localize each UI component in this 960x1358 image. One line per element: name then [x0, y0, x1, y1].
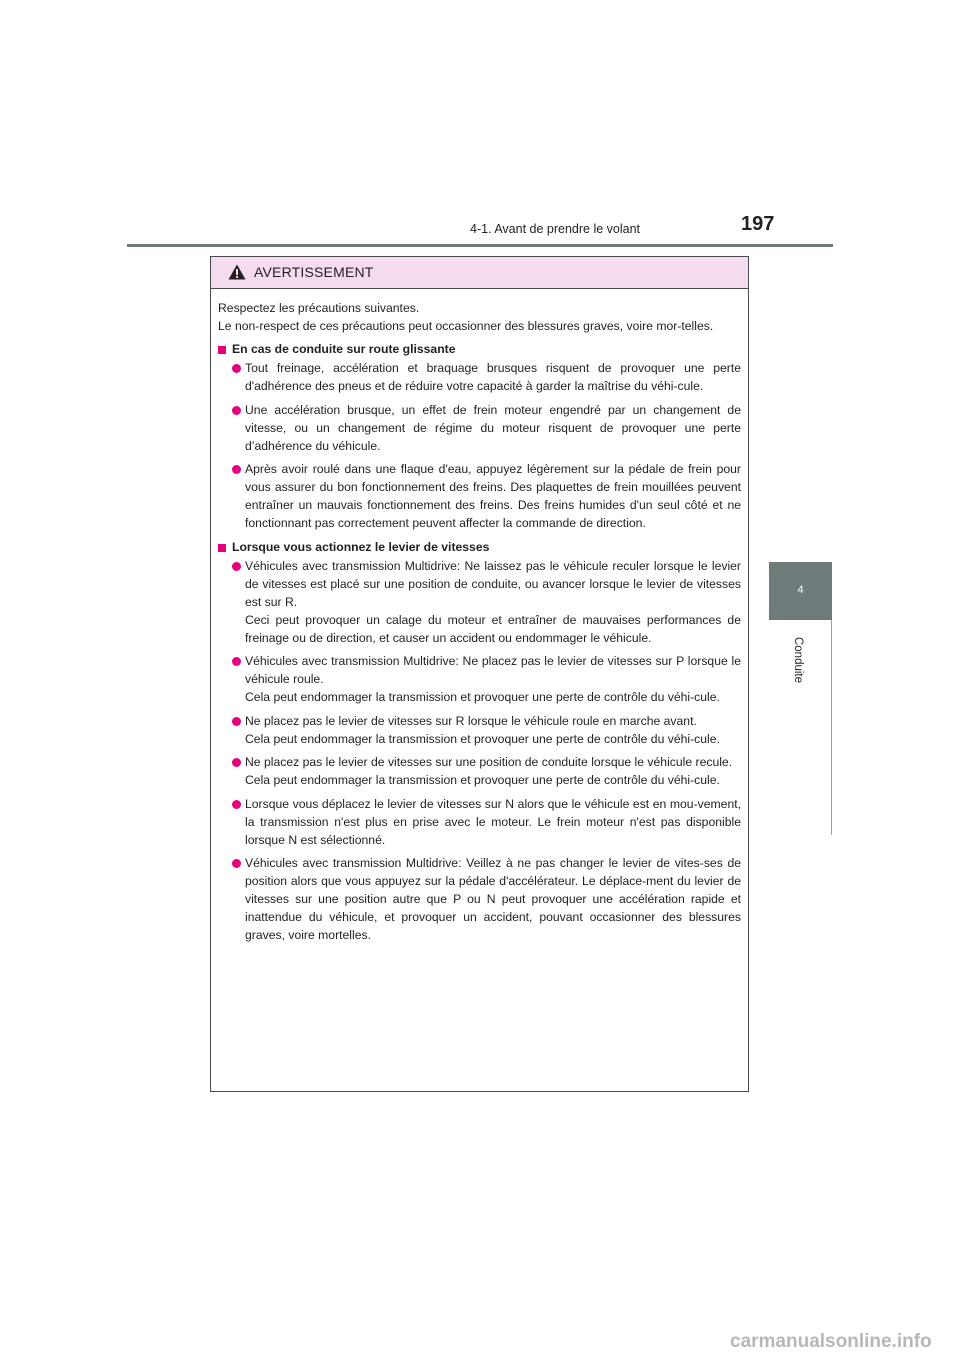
circle-bullet-icon — [232, 406, 241, 415]
section-header: 4-1. Avant de prendre le volant — [470, 222, 641, 236]
warning-bullet — [232, 653, 741, 706]
circle-bullet-icon — [232, 465, 241, 474]
chapter-label-text: Conduite — [792, 636, 804, 684]
warning-intro: Respectez les précautions suivantes. Le non-respect de ces précautions peut occasionner des blessures graves, voire mor-telles. — [218, 301, 714, 333]
warning-bullet — [232, 754, 741, 790]
square-bullet-icon — [218, 544, 226, 552]
warning-box — [210, 256, 749, 1092]
circle-bullet-icon — [232, 364, 241, 373]
circle-bullet-icon — [232, 562, 241, 571]
page-number: 197 — [741, 213, 775, 235]
chapter-label — [788, 630, 808, 690]
warning-title: AVERTISSEMENT — [254, 264, 374, 280]
circle-bullet-icon — [232, 758, 241, 767]
warning-bullet — [232, 855, 741, 944]
warning-bullet — [232, 796, 741, 849]
warning-bullet-text: Véhicules avec transmission Multidrive: Ne laissez pas le véhicule reculer lorsque le levier de vitesses est placé sur une position de conduite, ou avancer lorsque le levier de vitesses est sur R. Ceci peut provoquer un calage du moteur et entraîner de mauvaises performances de freinage ou de direction, et causer un accident ou endommager le véhicule. — [245, 559, 741, 645]
warning-bullet-text: Lorsque vous déplacez le levier de vitesses sur N alors que le véhicule est en mou-vement, la transmission n'est plus en prise avec le moteur. Le frein moteur n'est pas disponible lorsque N est sélectionné. — [245, 796, 741, 847]
warning-bullet-text: Véhicules avec transmission Multidrive: Veillez à ne pas changer le levier de vites-ses de position alors que vous appuyez sur la pédale d'accélérateur. Le déplace-ment du levier de vitesses sur une position autre que P ou N peut provoquer une accélération rapide et inattendue du véhicule, et provoquer un accident, pouvant occasionner des blessures graves, voire mortelles. — [245, 856, 741, 942]
circle-bullet-icon — [232, 717, 241, 726]
warning-bullet — [232, 402, 741, 455]
warning-section-title — [218, 539, 741, 557]
circle-bullet-icon — [232, 800, 241, 809]
warning-bullet-text: Véhicules avec transmission Multidrive: Ne placez pas le levier de vitesses sur P lorsque le véhicule roule. Cela peut endommager la transmission et provoquer une perte de contrôle du véhi-cule. — [245, 654, 741, 704]
warning-bullet — [232, 360, 741, 396]
warning-bullet — [232, 713, 741, 749]
warning-bullet-text: Tout freinage, accélération et braquage brusques risquent de provoquer une perte d'adhérence des pneus et de réduire votre capacité à garder la maîtrise du véhi-cule. — [245, 361, 741, 394]
watermark: carmanualsonline.info — [730, 1331, 932, 1352]
chapter-side-line — [831, 620, 832, 835]
warning-section-title-text: En cas de conduite sur route glissante — [232, 341, 456, 356]
warning-body — [211, 289, 748, 944]
warning-section-title — [218, 341, 741, 359]
warning-bullet-text: Ne placez pas le levier de vitesses sur R lorsque le véhicule roule en marche avant. Cela peut endommager la transmission et provoquer une perte de contrôle du véhi-cule. — [245, 713, 720, 746]
warning-header — [211, 257, 748, 289]
warning-bullet — [232, 461, 741, 532]
circle-bullet-icon — [232, 859, 241, 868]
chapter-tab-number: 4 — [797, 584, 804, 596]
warning-bullet-text: Ne placez pas le levier de vitesses sur une position de conduite lorsque le véhicule recule. Cela peut endommager la transmission et provoquer une perte de contrôle du véhi-cule. — [245, 755, 733, 788]
circle-bullet-icon — [232, 657, 241, 666]
warning-triangle-icon — [228, 264, 246, 280]
square-bullet-icon — [218, 346, 226, 354]
warning-bullet-text: Une accélération brusque, un effet de frein moteur engendré par un changement de vitesse, ou un changement de régime du moteur risquent de provoquer une perte d’adhérence du véhicule. — [245, 402, 741, 453]
header-rule — [127, 244, 833, 247]
warning-bullet — [232, 558, 741, 647]
warning-section-title-text: Lorsque vous actionnez le levier de vitesses — [232, 539, 490, 554]
warning-bullet-text: Après avoir roulé dans une flaque d'eau, appuyez légèrement sur la pédale de frein pour vous assurer du bon fonctionnement des freins. Des plaquettes de frein mouillées peuvent entraîner un mauvais fonctionnement des freins. Des freins humides d'un seul côté et ne fonctionnant pas correctement peuvent affecter la commande de direction. — [245, 462, 741, 530]
chapter-tab — [769, 562, 832, 620]
